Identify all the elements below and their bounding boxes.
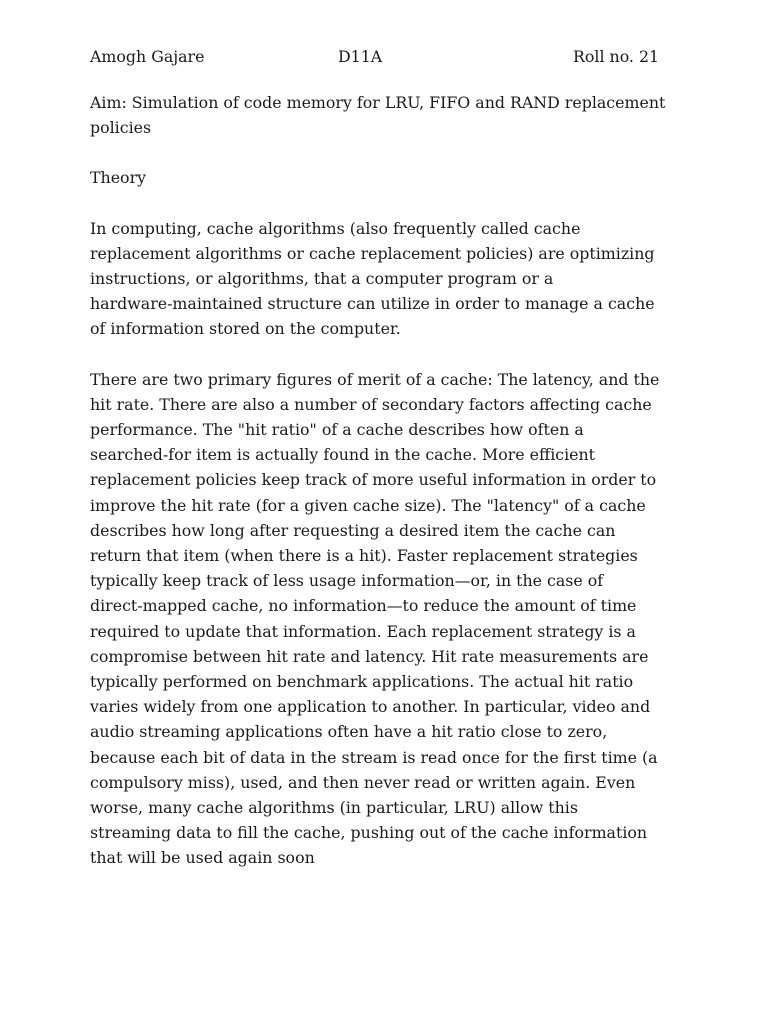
paragraph-line: typically performed on benchmark applications. The actual hit ratio bbox=[90, 672, 634, 692]
header-row bbox=[90, 44, 690, 69]
paragraph-line: direct-mapped cache, no information—to reduce the amount of time bbox=[90, 596, 637, 616]
paragraph-line: replacement algorithms or cache replacement policies) are optimizing bbox=[90, 243, 655, 263]
document-page bbox=[90, 44, 690, 871]
aim-line: Aim: Simulation of code memory for LRU, FIFO and RAND replacement bbox=[90, 93, 666, 112]
paragraph-line: varies widely from one application to another. In particular, video and bbox=[90, 697, 651, 717]
paragraph-line: worse, many cache algorithms (in particular, LRU) allow this bbox=[90, 798, 578, 818]
roll-number: Roll no. 21 bbox=[573, 47, 660, 66]
paragraph-line: return that item (when there is a hit). Faster replacement strategies bbox=[90, 546, 638, 566]
aim-statement bbox=[90, 90, 690, 140]
paragraph-line: instructions, or algorithms, that a computer program or a bbox=[90, 269, 554, 289]
paragraph-line: because each bit of data in the stream is read once for the first time (a bbox=[90, 747, 658, 767]
paragraph-line: performance. The "hit ratio" of a cache describes how often a bbox=[90, 420, 584, 440]
paragraph-line: describes how long after requesting a desired item the cache can bbox=[90, 520, 616, 540]
aim-line: policies bbox=[90, 118, 152, 138]
paragraph-line: hardware-maintained structure can utilize in order to manage a cache bbox=[90, 294, 655, 314]
paragraph-line: replacement policies keep track of more useful information in order to bbox=[90, 470, 657, 490]
paragraph-line: streaming data to fill the cache, pushing out of the cache information bbox=[90, 823, 648, 843]
paragraph-line: searched-for item is actually found in the cache. More efficient bbox=[90, 445, 596, 465]
class-division: D11A bbox=[338, 47, 383, 66]
paragraph-line: required to update that information. Each replacement strategy is a bbox=[90, 621, 636, 641]
paragraph-line: compromise between hit rate and latency. Hit rate measurements are bbox=[90, 646, 649, 666]
paragraph-line: There are two primary figures of merit of a cache: The latency, and the bbox=[90, 369, 660, 389]
theory-heading: Theory bbox=[90, 168, 147, 188]
paragraph-line: compulsory miss), used, and then never read or written again. Even bbox=[90, 772, 636, 792]
paragraph-line: In computing, cache algorithms (also frequently called cache bbox=[90, 218, 581, 238]
paragraph-line: typically keep track of less usage information—or, in the case of bbox=[90, 571, 604, 591]
theory-paragraph-1 bbox=[90, 216, 690, 342]
student-name: Amogh Gajare bbox=[90, 47, 205, 66]
paragraph-line: that will be used again soon bbox=[90, 848, 315, 868]
paragraph-line: hit rate. There are also a number of secondary factors affecting cache bbox=[90, 394, 652, 414]
paragraph-line: audio streaming applications often have a hit ratio close to zero, bbox=[90, 722, 608, 742]
theory-paragraph-2 bbox=[90, 367, 690, 871]
paragraph-line: of information stored on the computer. bbox=[90, 319, 401, 339]
paragraph-line: improve the hit rate (for a given cache size). The "latency" of a cache bbox=[90, 495, 646, 515]
